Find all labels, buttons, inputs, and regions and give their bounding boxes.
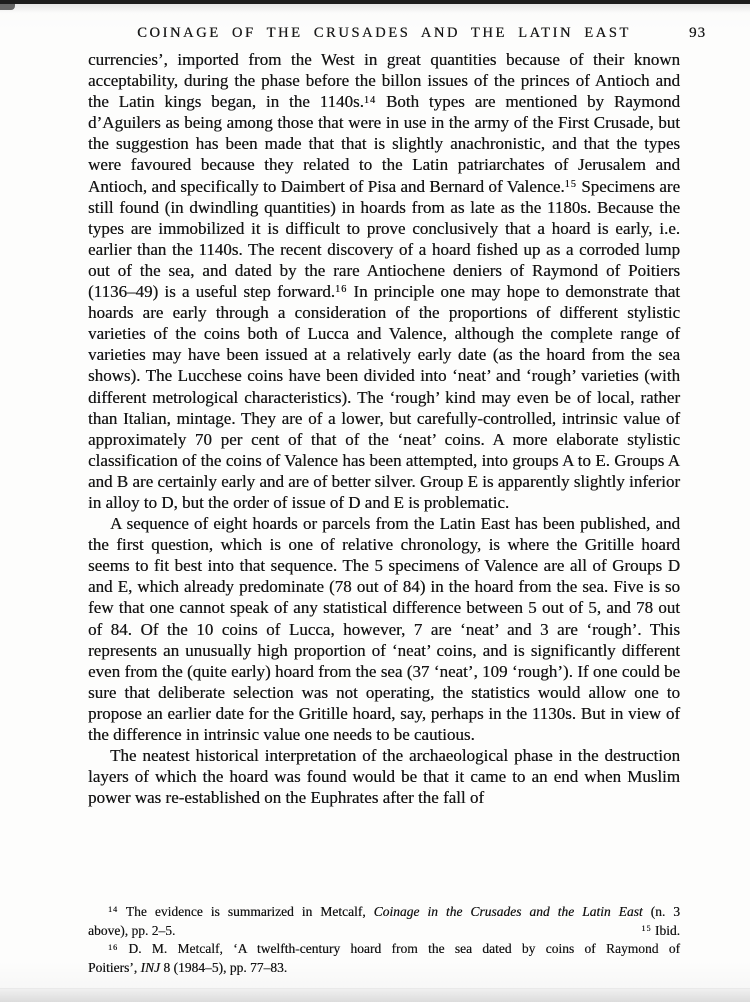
body-paragraph-1: currencies’, imported from the West in great quantities because of their known acceptability, during the phase before the billon issues of the princes of Antioch and the Latin kings began, in the 1140s.$^{14}$ Both types are mentioned by Raymond d’Aguilers as being among those that were in use in the army of the First Crusade, but the suggestion has been made that that is slightly anachronistic, and that the types were favoured because they related to the Latin patriarchates of Jerusalem and Antioch, and specifically to Daimbert of Pisa and Bernard of Valence.$^{15}$ Specimens are still found (in dwindling quantities) in hoards from as late as the 1180s. Because the types are immobilized it is difficult to prove conclusively that a hoard is early, i.e. earlier than the 1140s. The recent discovery of a hoard fished up as a corroded lump out of the sea, and dated by the rare Antiochene deniers of Raymond of Poitiers (1136–49) is a useful step forward.$^{16}$ In principle one may hope to demonstrate that hoards are early through a consideration of the proportions of different stylistic varieties of the coins both of Lucca and Valence, although the complete range of varieties may have been issued at a relatively early date (as the hoard from the sea shows). The Lucchese coins have been divided into ‘neat’ and ‘rough’ varieties (with different metrological characteristics). The ‘rough’ kind may even be of local, rather than Italian, mintage. They are of a lower, but carefully-controlled, intrinsic value of approximately 70 per cent of that of the ‘neat’ coins. A more elaborate stylistic classification of the coins of Valence has been attempted, into groups A to E. Groups A and B are certainly early and are of better silver. Group E is apparently slightly inferior in alloy to D, but the order of issue of D and E is problematic.	[88, 50, 680, 512]
footnote-14-continuation: above), pp. 2–5.	[88, 922, 176, 938]
scan-bottom-edge	[0, 988, 750, 1002]
footnote-16-line-1: $^{16}$ D. M. Metcalf, ‘A twelfth-century hoard from the sea dated by coins of Raymond of	[108, 941, 680, 957]
body-paragraph-2: A sequence of eight hoards or parcels from the Latin East has been published, and the first question, which is one of relative chronology, is where the Gritille hoard seems to fit best into that sequence. The 5 specimens of Valence are all of Groups D and E, which already predominate (78 out of 84) in the hoard from the sea. Five is so few that one cannot speak of any statistical difference between 5 out of 5, and 78 out of 84. Of the 10 coins of Lucca, however, 7 are ‘neat’ and 3 are ‘rough’. This represents an unusually high proportion of ‘neat’ coins, and is significantly different even from the (quite early) hoard from the sea (37 ‘neat’, 109 ‘rough’). If one could be sure that deliberate selection was not operating, the statistics would allow one to propose an earlier date for the Gritille hoard, say, perhaps in the 1130s. But in view of the difference in intrinsic value one needs to be cautious.	[88, 514, 680, 744]
footnote-16-line-2: Poitiers’, INJ 8 (1984–5), pp. 77–83.	[88, 959, 288, 975]
body-text-block	[88, 49, 680, 808]
scan-top-shade	[0, 4, 750, 13]
footnote-14-line-2	[88, 922, 680, 941]
body-paragraph-3: The neatest historical interpretation of the archaeological phase in the destruction layers of which the hoard was found would be that it came to an end when Muslim power was re-established on the Euphrates after the fall of	[88, 746, 680, 808]
footnote-15-ibid: $^{15}$ Ibid.	[641, 922, 680, 938]
footnotes-block	[88, 903, 680, 977]
footnote-14-line-1: $^{14}$ The evidence is summarized in Metcalf, Coinage in the Crusades and the Latin East (n. 3	[108, 904, 681, 919]
running-header-title: COINAGE OF THE CRUSADES AND THE LATIN EAST	[137, 25, 631, 41]
scan-corner-artifact	[0, 4, 15, 10]
page-number: 93	[689, 25, 706, 41]
